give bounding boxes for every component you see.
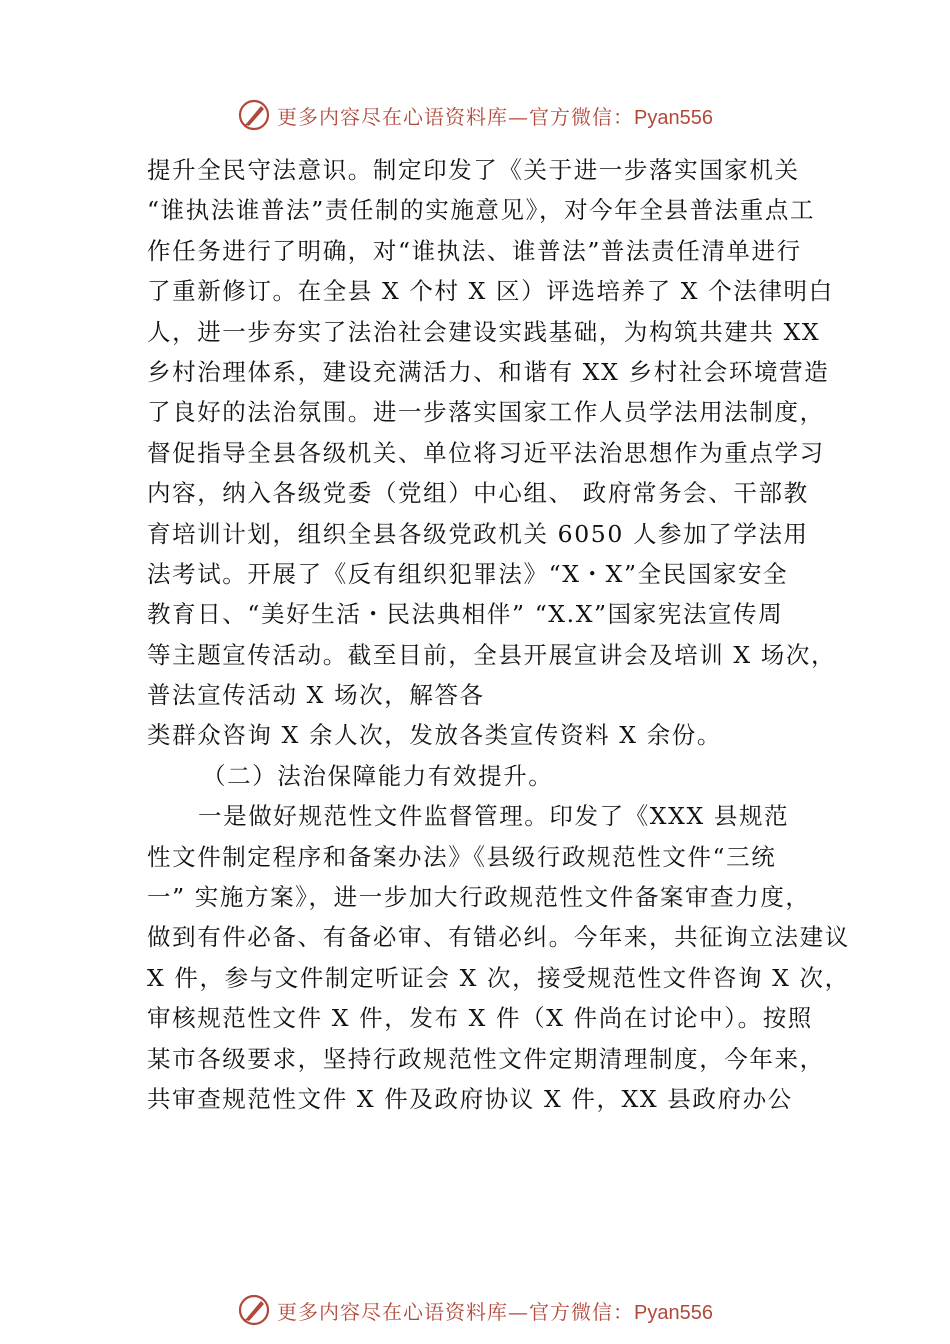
header-banner bbox=[0, 95, 950, 135]
section-line: X 件，参与文件制定听证会 X 次，接受规范性文件咨询 X 次， bbox=[147, 963, 850, 992]
banner-contact-id: Pyan556 bbox=[634, 106, 713, 129]
banner-slogan: 更多内容尽在心语资料库 bbox=[277, 104, 509, 129]
section-line: 共审查规范性文件 X 件及政府协议 X 件，XX 县政府办公 bbox=[147, 1084, 793, 1113]
body-line: 督促指导全县各级机关、单位将习近平法治思想作为重点学习 bbox=[147, 438, 825, 467]
body-line: 乡村治理体系，建设充满活力、和谐有 XX 乡村社会环境营造 bbox=[147, 357, 830, 386]
banner-contact-label: 官方微信： bbox=[529, 1299, 635, 1324]
body-line: 人，进一步夯实了法治社会建设实践基础，为构筑共建共 XX bbox=[147, 317, 821, 346]
banner-text bbox=[277, 1296, 713, 1325]
section-line: 审核规范性文件 X 件，发布 X 件（X 件尚在讨论中）。按照 bbox=[147, 1004, 813, 1033]
body-line: 了良好的法治氛围。进一步落实国家工作人员学法用法制度， bbox=[147, 398, 825, 427]
body-line: 提升全民守法意识。制定印发了《关于进一步落实国家机关 bbox=[147, 156, 800, 184]
banner-contact-label: 官方微信： bbox=[529, 104, 635, 129]
section-heading: （二）法治保障能力有效提升。 bbox=[202, 761, 554, 790]
banner-dash: — bbox=[508, 1299, 530, 1324]
document-body bbox=[147, 150, 850, 1119]
section-line: 做到有件必备、有备必审、有错必纠。今年来，共征询立法建议 bbox=[147, 923, 850, 952]
body-line: 育培训计划，组织全县各级党政机关 6050 人参加了学法用 bbox=[147, 519, 809, 548]
body-line: 法考试。开展了《反有组织犯罪法》“X・X”全民国家安全 bbox=[147, 559, 789, 588]
section-line: 某市各级要求，坚持行政规范性文件定期清理制度，今年来， bbox=[147, 1044, 825, 1073]
banner-slogan: 更多内容尽在心语资料库 bbox=[277, 1299, 509, 1324]
section-line: 一” 实施方案》，进一步加大行政规范性文件备案审查力度， bbox=[147, 883, 811, 912]
body-line: 教育日、“美好生活・民法典相伴” “X.X”国家宪法宣传周 bbox=[147, 600, 784, 629]
banner-text bbox=[277, 101, 713, 130]
body-line: “谁执法谁普法”责任制的实施意见》，对今年全县普法重点工 bbox=[147, 196, 816, 225]
banner-contact-id: Pyan556 bbox=[634, 1301, 713, 1324]
section-line: 一是做好规范性文件监督管理。印发了《XXX 县规范 bbox=[198, 802, 790, 831]
body-line: 等主题宣传活动。截至目前，全县开展宣讲会及培训 X 场次， bbox=[147, 640, 837, 669]
quill-pen-seal-icon bbox=[237, 98, 271, 132]
footer-banner bbox=[0, 1290, 950, 1330]
quill-pen-seal-icon bbox=[237, 1293, 271, 1327]
body-line: 类群众咨询 X 余人次，发放各类宣传资料 X 余份。 bbox=[147, 721, 722, 750]
section-line: 性文件制定程序和备案办法》《县级行政规范性文件“三统 bbox=[147, 842, 777, 871]
body-line: 作任务进行了明确，对“谁执法、谁普法”普法责任清单进行 bbox=[147, 236, 802, 265]
body-line: 内容，纳入各级党委（党组）中心组、 政府常务会、干部教 bbox=[147, 479, 809, 508]
body-line: 普法宣传活动 X 场次，解答各 bbox=[147, 681, 485, 710]
banner-dash: — bbox=[508, 104, 530, 129]
body-line: 了重新修订。在全县 X 个村 X 区）评选培养了 X 个法律明白 bbox=[147, 277, 834, 306]
